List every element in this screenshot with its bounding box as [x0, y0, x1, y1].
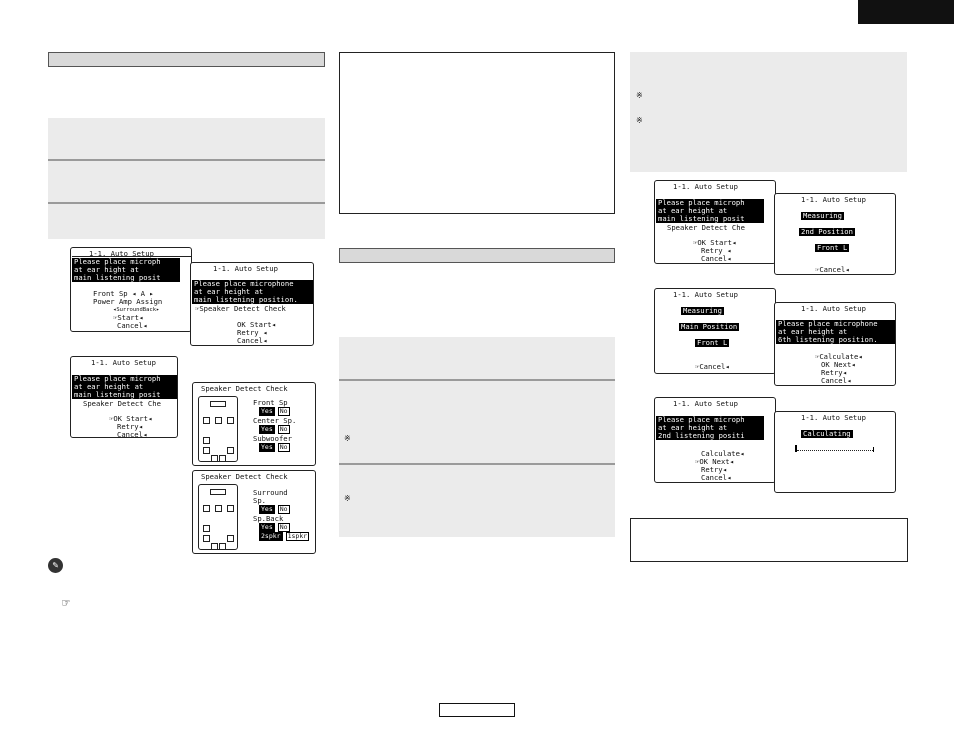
ok-start-option[interactable]: OK Start [237, 320, 272, 329]
cursor-icon: ☞ [695, 362, 700, 371]
surround-label: Surround [253, 488, 288, 497]
lcd-speaker-detect-front [192, 382, 316, 466]
retry-option[interactable]: Retry [701, 246, 723, 255]
prompt-line: at ear height at [656, 424, 764, 432]
detect-check-option[interactable]: Speaker Detect Che [83, 399, 161, 408]
prompt-line: 6th listening position. [776, 336, 896, 344]
screen-title: 1-1. Auto Setup [801, 413, 866, 422]
screen-title: 1-1. Auto Setup [801, 195, 866, 204]
front-sp-label: Front Sp [253, 398, 288, 407]
cursor-icon: ☞ [113, 313, 118, 322]
pencil-icon: ✎ [48, 558, 63, 573]
calculate-option[interactable]: Calculate [701, 449, 740, 458]
cancel-option[interactable]: Cancel [701, 254, 727, 263]
no-checkbox[interactable]: No [279, 407, 288, 415]
prompt-line: 2nd listening positi [656, 432, 764, 440]
center-sp-label: Center Sp. [253, 416, 297, 425]
start-option[interactable]: Start [117, 313, 139, 322]
detect-title: Speaker Detect Check [201, 472, 288, 481]
prompt-line: Please place microph [72, 258, 180, 266]
prompt-line: Please place microph [72, 375, 178, 383]
retry-option[interactable]: Retry [821, 368, 843, 377]
prompt-line: main listening posit [72, 274, 180, 282]
front-sp-label: Front Sp [93, 289, 128, 298]
cursor-icon: ☞ [693, 238, 698, 247]
cancel-option[interactable]: Cancel [699, 362, 726, 371]
prompt-line: Please place microphone [192, 280, 314, 288]
screen-title: 1-1. Auto Setup [213, 264, 278, 273]
no-checkbox[interactable]: No [279, 505, 288, 513]
step-box [339, 337, 615, 537]
step-box [48, 118, 325, 239]
front-sp-value[interactable]: A [140, 289, 145, 298]
lcd-screen-6th-position: 1-1. Auto Setup Please place microphone at ear height at 6th listening position. ☞Calculate◂ OK Next◂ Retry◂ Cancel◂ [774, 302, 896, 386]
detect-check-option[interactable]: Speaker Detect Check [199, 304, 286, 313]
asterisk-mark: ※ [344, 494, 351, 503]
note-box [630, 52, 907, 172]
cancel-option[interactable]: Cancel [117, 321, 143, 330]
room-diagram [198, 484, 238, 550]
section-header-bar [48, 52, 325, 67]
cursor-icon: ☞ [815, 265, 820, 274]
step-divider [48, 202, 325, 204]
yes-checkbox[interactable]: Yes [261, 443, 273, 451]
cursor-icon: ☞ [695, 457, 700, 466]
prompt-line: Please place microphone [776, 320, 896, 328]
screen-title: 1-1. Auto Setup [91, 358, 156, 367]
lcd-screen-place-mic: 1-1. Auto Setup Please place microph at ear height at main listening posit Speaker Detect Che ☞OK Start◂ Retry ◂ Cancel◂ [654, 180, 776, 264]
retry-option[interactable]: Retry [701, 465, 723, 474]
ok-next-option[interactable]: OK Next [699, 457, 730, 466]
surround-back-option[interactable]: SurroundBack [116, 307, 157, 313]
prompt-line: at ear height at [776, 328, 896, 336]
no-checkbox[interactable]: No [279, 443, 288, 451]
screen-title: 1-1. Auto Setup [673, 182, 738, 191]
language-tab [858, 0, 954, 24]
lcd-screen-retry: 1-1. Auto Setup Please place microph at ear height at main listening posit Speaker Detect Che ☞OK Start◂ Retry◂ Cancel◂ [70, 356, 178, 438]
info-box [339, 52, 615, 214]
ok-next-option[interactable]: OK Next [821, 360, 852, 369]
detect-title: Speaker Detect Check [201, 384, 288, 393]
step-divider [339, 463, 615, 465]
position-label: 2nd Position [801, 227, 853, 236]
lcd-screen-measuring-main: 1-1. Auto Setup Measuring Main Position Front L ☞Cancel◂ [654, 288, 776, 374]
yes-checkbox[interactable]: Yes [261, 523, 273, 531]
asterisk-mark: ※ [636, 116, 643, 125]
measuring-label: Measuring [683, 306, 722, 315]
step-divider [48, 159, 325, 161]
screen-title: 1-1. Auto Setup [673, 290, 738, 299]
asterisk-mark: ※ [636, 91, 643, 100]
notice-box [630, 518, 908, 562]
channel-label: Front L [817, 243, 848, 252]
calculating-label: Calculating [803, 429, 851, 438]
prompt-line: main listening posit [72, 391, 178, 399]
progress-end [873, 447, 874, 452]
cancel-option[interactable]: Cancel [117, 430, 143, 438]
screen-title: 1-1. Auto Setup [673, 399, 738, 408]
1spkr-checkbox[interactable]: 1spkr [287, 532, 308, 540]
lcd-screen-measuring-2nd: 1-1. Auto Setup Measuring 2nd Position Front L ☞Cancel◂ [774, 193, 896, 275]
sp-back-label: Sp.Back [253, 514, 284, 523]
ok-start-option[interactable]: OK Start [113, 414, 148, 423]
prompt-line: at ear height at [192, 288, 314, 296]
progress-bar [797, 450, 873, 451]
subwoofer-label: Subwoofer [253, 434, 292, 443]
step-divider [339, 379, 615, 381]
cancel-option[interactable]: Cancel [701, 473, 727, 482]
channel-label: Front L [697, 338, 728, 347]
lcd-screen-detect-prompt: 1-1. Auto Setup Please place microphone at ear height at main listening position. ☞Speaker Detect Check OK Start◂ Retry ◂ Cancel◂ [190, 262, 314, 346]
lcd-screen-front-sp: 1-1. Auto Setup Please place microph at ear hight at main listening posit Front Sp ◂ A ▸ Power Amp Assign ◂SurroundBack▸ ☞Start◂ Cancel◂ [70, 247, 192, 332]
prompt-line: at ear hight at [72, 266, 180, 274]
lcd-screen-2nd-position: 1-1. Auto Setup Please place microph at ear height at 2nd listening positi Calculate◂ ☞OK Next◂ Retry◂ Cancel◂ [654, 397, 776, 483]
retry-option[interactable]: Retry [237, 328, 259, 337]
yes-checkbox[interactable]: Yes [261, 407, 273, 415]
cursor-icon: ☞ [815, 352, 820, 361]
prompt-line: main listening position. [192, 296, 314, 304]
page-number-box [439, 703, 515, 717]
prompt-line: at ear height at [656, 207, 764, 215]
prompt-line: Please place microph [656, 416, 764, 424]
retry-option[interactable]: Retry [117, 422, 139, 431]
room-diagram [198, 396, 238, 462]
measuring-label: Measuring [803, 211, 842, 220]
screen-title: 1-1. Auto Setup [89, 249, 154, 258]
prompt-line: Please place microph [656, 199, 764, 207]
hand-pointer-icon: ☞ [62, 596, 70, 611]
lcd-speaker-detect-surround [192, 470, 316, 554]
prompt-line: main listening posit [656, 215, 764, 223]
position-label: Main Position [681, 322, 738, 331]
power-amp-label: Power Amp Assign [93, 297, 163, 306]
cancel-option[interactable]: Cancel [237, 336, 263, 345]
yes-checkbox[interactable]: Yes [261, 425, 273, 433]
ok-start-option[interactable]: OK Start [697, 238, 732, 247]
calculate-option[interactable]: Calculate [819, 352, 859, 361]
detect-check-option[interactable]: Speaker Detect Che [667, 223, 745, 232]
lcd-screen-calculating [774, 411, 896, 493]
prompt-line: at ear height at [72, 383, 178, 391]
cursor-icon: ☞ [109, 414, 114, 423]
section-header-bar [339, 248, 615, 263]
cancel-option[interactable]: Cancel [819, 265, 846, 274]
no-checkbox[interactable]: No [279, 425, 288, 433]
yes-checkbox[interactable]: Yes [261, 505, 273, 513]
cursor-icon: ☞ [195, 304, 200, 313]
surround-label-2: Sp. [253, 496, 266, 505]
no-checkbox[interactable]: No [279, 523, 288, 531]
asterisk-mark: ※ [344, 434, 351, 443]
cancel-option[interactable]: Cancel [821, 376, 847, 385]
2spkr-checkbox[interactable]: 2spkr [261, 532, 281, 540]
screen-title: 1-1. Auto Setup [801, 304, 866, 313]
